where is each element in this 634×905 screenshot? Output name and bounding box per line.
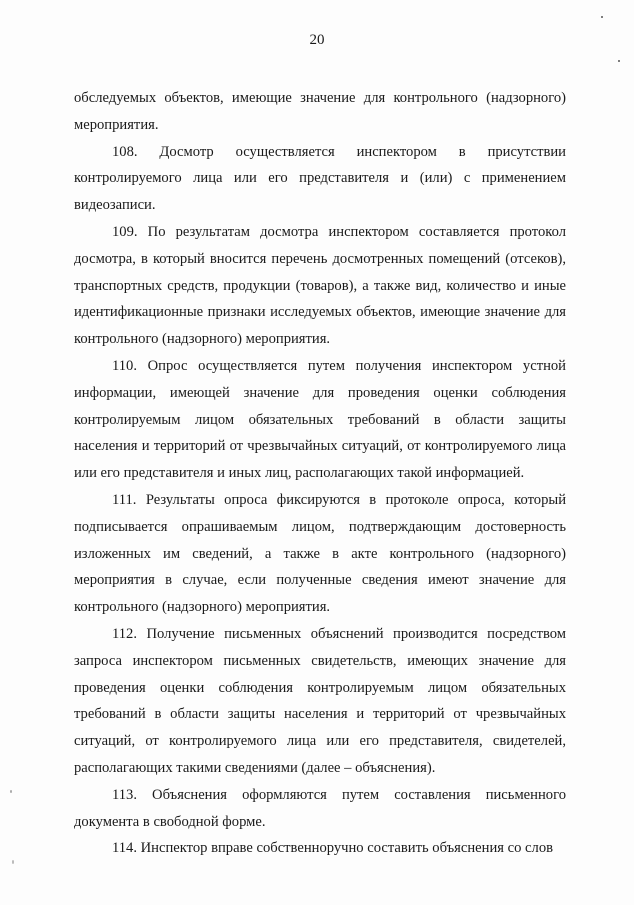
paragraph-113: 113. Объяснения оформляются путем составления письменного документа в свободной форме. [74, 786, 566, 830]
page-number: 20 [309, 32, 325, 48]
paragraph-111: 111. Результаты опроса фиксируются в протоколе опроса, который подписывается опрашиваемым лицом, подтверждающим достоверность изложенных им сведений, а также в акте контрольного (надзорного) мероприятия в случае, если полученные сведения имеют значение для контрольного (надзорного) мероприятия. [74, 491, 566, 616]
paragraph-114: 114. Инспектор вправе собственноручно составить объяснения со слов [112, 840, 554, 857]
paragraph-112: 112. Получение письменных объяснений производится посредством запроса инспектором письменных свидетельств, имеющих значение для проведения оценки соблюдения контролируемым лицом обязательных требований в области защиты населения и территорий от чрезвычайных ситуаций, от контролируемого лица или его представителя, свидетелей, располагающих такими сведениями (далее – объяснения). [74, 625, 566, 776]
document-body [74, 85, 566, 862]
scan-speck [10, 790, 12, 793]
scan-speck [601, 16, 603, 18]
scan-speck [618, 60, 620, 62]
paragraph-108: 108. Досмотр осуществляется инспектором в присутствии контролируемого лица или его представителя и (или) с применением видеозаписи. [74, 143, 566, 214]
paragraph-110: 110. Опрос осуществляется путем получения инспектором устной информации, имеющей значение для проведения оценки соблюдения контролируемым лицом обязательных требований в области защиты населения и территорий от чрезвычайных ситуаций, от контролируемого лица или его представителя и иных лиц, располагающих такой информацией. [74, 357, 566, 482]
paragraph-continuation: обследуемых объектов, имеющие значение для контрольного (надзорного) мероприятия. [74, 90, 566, 133]
scan-speck [12, 860, 14, 864]
paragraph-109: 109. По результатам досмотра инспектором составляется протокол досмотра, в который вносится перечень досмотренных помещений (отсеков), транспортных средств, продукции (товаров), а также вид, количество и иные идентификационные признаки исследуемых объектов, имеющие значение для контрольного (надзорного) мероприятия. [74, 223, 566, 348]
